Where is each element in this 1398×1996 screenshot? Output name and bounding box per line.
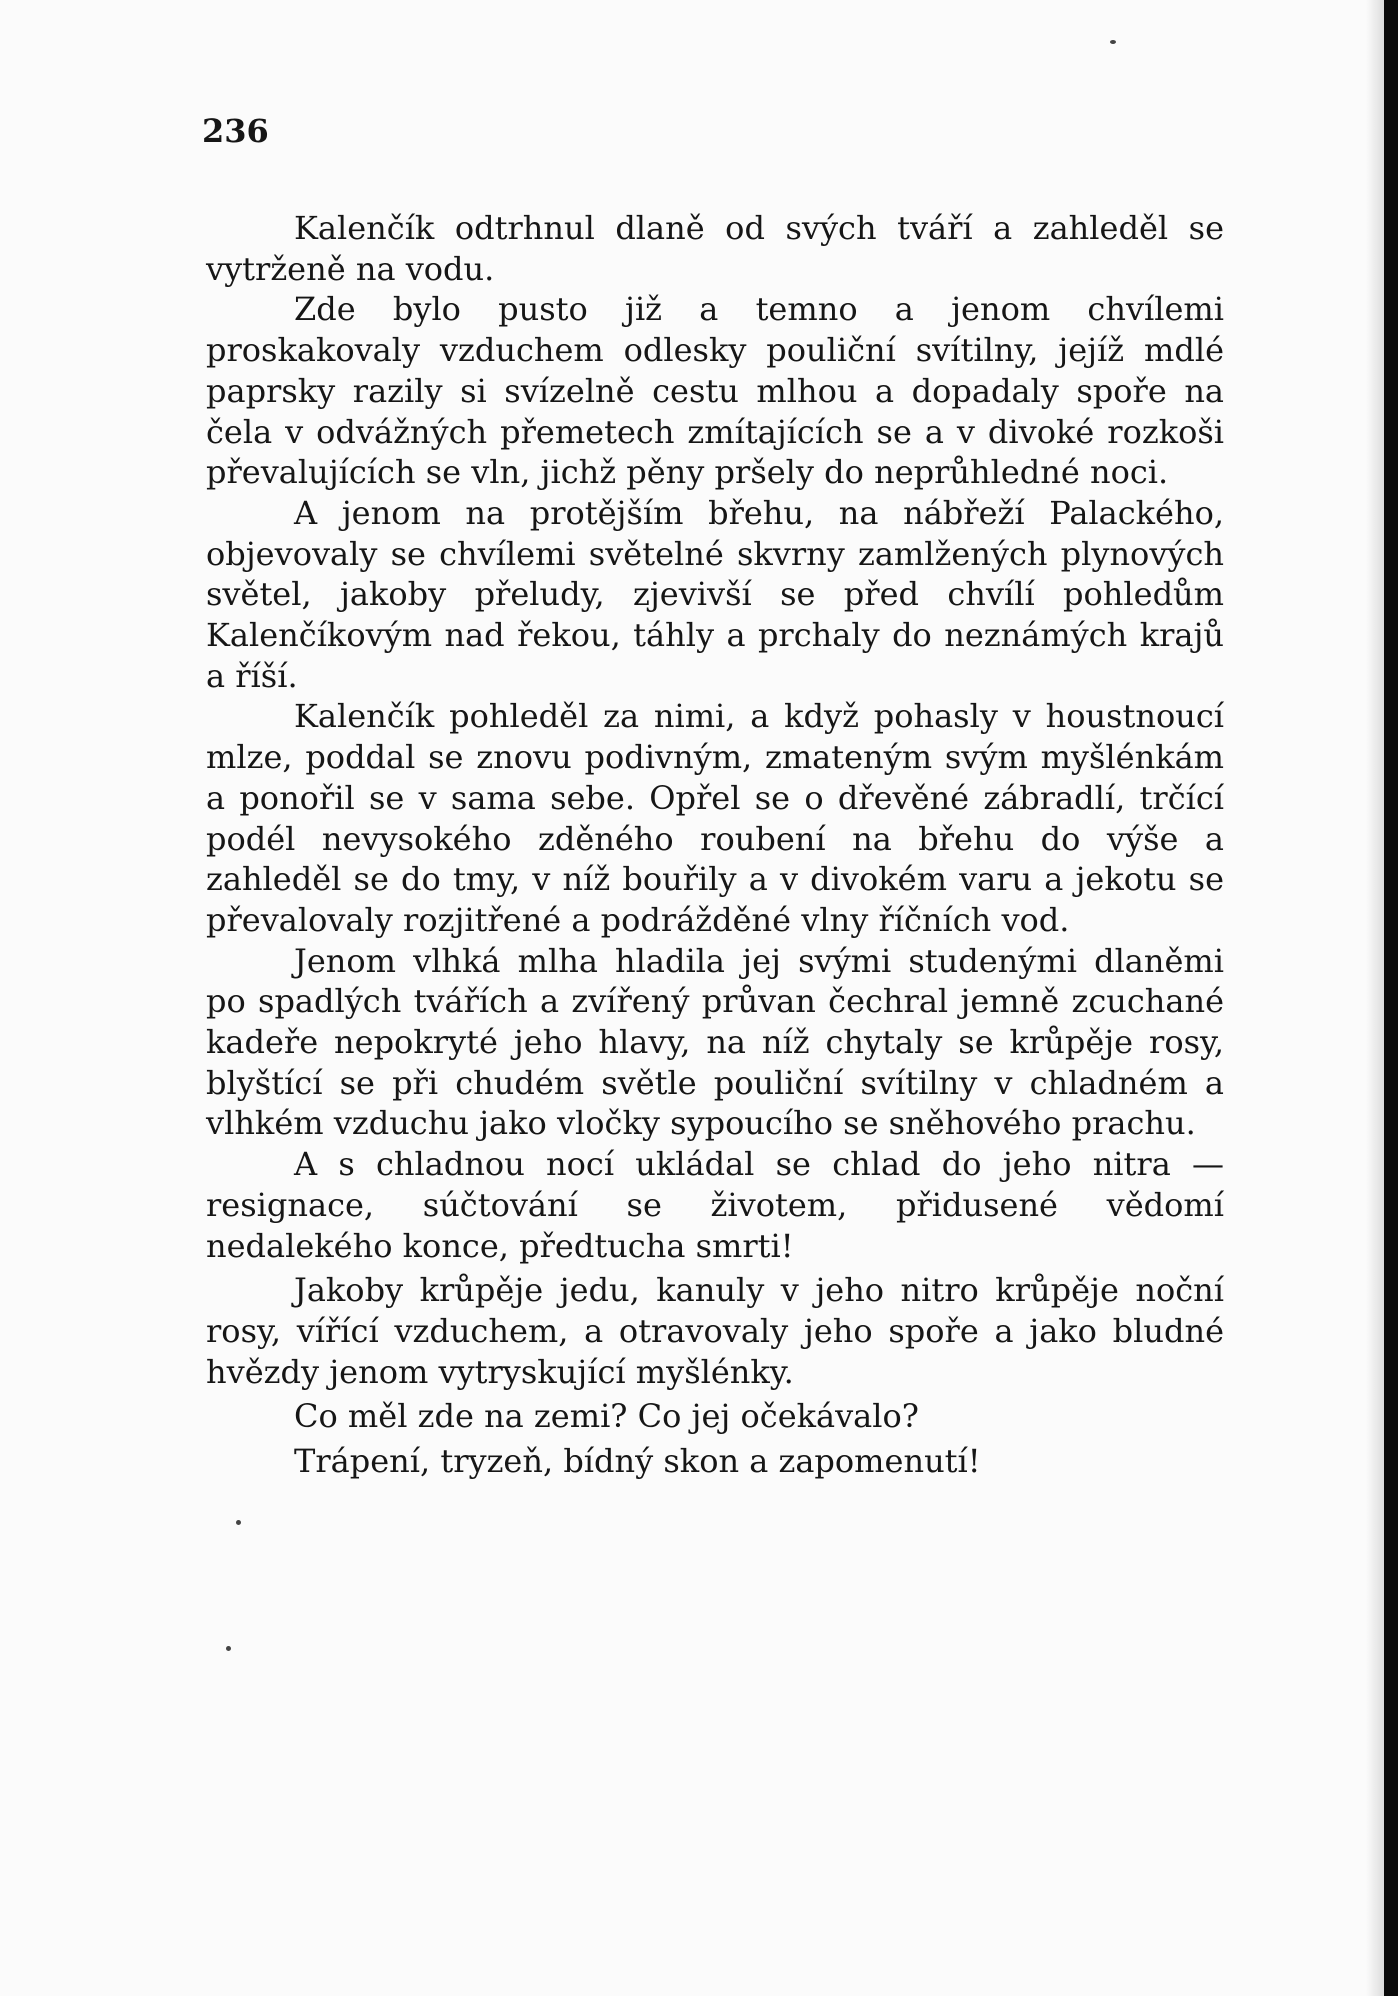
paragraph: A s chladnou nocí ukládal se chlad do jeho nitra — resignace, súčtování se životem, přidusené vědomí nedalekého konce, předtucha smrti! — [206, 1145, 1224, 1265]
page-edge — [1384, 0, 1398, 1996]
paragraph: A jenom na protějším břehu, na nábřeží Palackého, objevovaly se chvílemi světelné skvrny zamlžených plynových světel, jakoby přeludy, zjevivší se před chvílí pohledům Kalenčíkovým nad řekou, táhly a prchaly do neznámých krajů a říší. — [206, 493, 1224, 695]
body-text — [206, 208, 1224, 1482]
paragraph: Kalenčík pohleděl za nimi, a když pohasly v houstnoucí mlze, poddal se znovu podivným, zmateným svým myšlénkám a ponořil se v sama sebe. Opřel se o dřevěné zábradlí, trčící podél nevysokého zděného roubení na břehu do výše a zahleděl se do tmy, v níž bouřily a v divokém varu a jekotu se převalovaly rozjitřené a podrážděné vlny říčních vod. — [206, 697, 1224, 939]
paragraph: Co měl zde na zemi? Co jej očekávalo? — [294, 1397, 919, 1436]
paragraph: Trápení, tryzeň, bídný skon a zapomenutí! — [294, 1442, 981, 1481]
page-number: 236 — [202, 112, 269, 150]
speck — [226, 1646, 231, 1651]
speck — [1110, 40, 1116, 44]
page-gutter-shadow — [1366, 0, 1384, 1996]
paragraph: Jakoby krůpěje jedu, kanuly v jeho nitro krůpěje noční rosy, vířící vzduchem, a otravovaly jeho spoře a jako bludné hvězdy jenom vytryskující myšlénky. — [206, 1271, 1224, 1391]
paragraph: Kalenčík odtrhnul dlaně od svých tváří a zahleděl se vytrženě na vodu. — [206, 209, 1224, 288]
paragraph: Zde bylo pusto již a temno a jenom chvílemi proskakovaly vzduchem odlesky pouliční svítilny, jejíž mdlé paprsky razily si svízelně cestu mlhou a dopadaly spoře na čela v odvážných přemetech zmítajících se a v divoké rozkoši převalujících se vln, jichž pěny pršely do neprůhledné noci. — [206, 290, 1224, 492]
speck — [236, 1520, 241, 1525]
paragraph: Jenom vlhká mlha hladila jej svými studenými dlaněmi po spadlých tvářích a zvířený průvan čechral jemně zcuchané kadeře nepokryté jeho hlavy, na níž chytaly se krůpěje rosy, blyštící se při chudém světle pouliční svítilny v chladném a vlhkém vzduchu jako vločky sypoucího se sněhového prachu. — [206, 941, 1224, 1143]
